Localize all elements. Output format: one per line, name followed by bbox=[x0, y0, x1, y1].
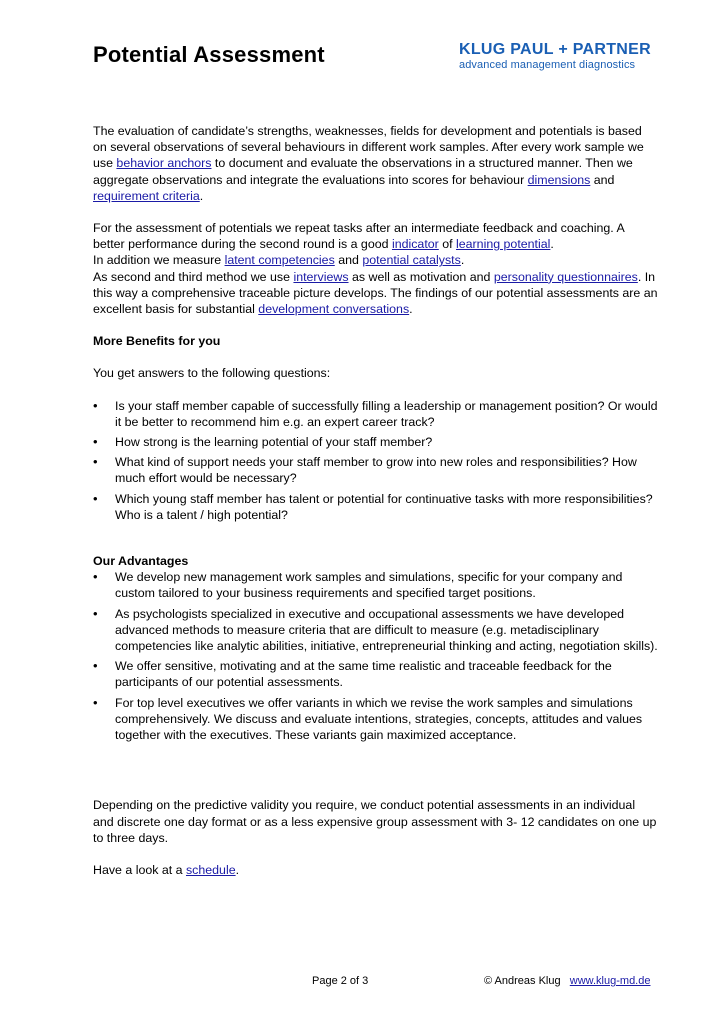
link-potential-catalysts[interactable]: potential catalysts bbox=[362, 253, 461, 268]
spacer bbox=[93, 759, 658, 797]
link-requirement-criteria[interactable]: requirement criteria bbox=[93, 188, 200, 203]
advantages-list bbox=[93, 569, 658, 743]
potentials-paragraph bbox=[93, 220, 658, 317]
schedule-paragraph bbox=[93, 862, 658, 878]
text: In addition we measure bbox=[93, 253, 225, 268]
list-item: • Is your staff member capable of successfully filling a leadership or management position? Or would it be better to recommend him e.g. an expert career track? bbox=[93, 398, 658, 430]
list-item: • How strong is the learning potential of your staff member? bbox=[93, 434, 658, 450]
advantages-heading: Our Advantages bbox=[93, 554, 189, 569]
logo-name-2: PARTNER bbox=[572, 41, 651, 58]
text: . In this way a comprehensive traceable picture develops. The findings of our potential assessments are an excellent basis for substantial bbox=[93, 269, 658, 317]
link-personality-questionnaires[interactable]: personality questionnaires bbox=[493, 269, 638, 284]
list-item: • We offer sensitive, motivating and at the same time realistic and traceable feedback for the participants of our potential assessments. bbox=[93, 658, 658, 690]
link-dimensions[interactable]: dimensions bbox=[527, 172, 591, 187]
text: to document and evaluate the observations in a structured manner. Then we aggregate observations and integrate the evaluations into scores for behaviour bbox=[93, 156, 633, 187]
page-title: Potential Assessment bbox=[93, 42, 325, 67]
benefits-heading: More Benefits for you bbox=[93, 334, 221, 349]
text: . bbox=[550, 237, 554, 252]
text: . bbox=[235, 862, 240, 877]
logo-plus: + bbox=[558, 41, 568, 58]
text: of bbox=[438, 237, 457, 252]
text: and bbox=[334, 253, 363, 268]
benefits-list bbox=[93, 398, 658, 523]
company-logo bbox=[459, 41, 659, 72]
list-item: • We develop new management work samples and simulations, specific for your company and custom tailored to your business requirements and specified target positions. bbox=[93, 569, 658, 601]
logo-tagline: advanced management diagnostics bbox=[459, 59, 636, 71]
text: . bbox=[409, 302, 413, 317]
link-latent-competencies[interactable]: latent competencies bbox=[224, 253, 335, 268]
link-behavior-anchors[interactable]: behavior anchors bbox=[116, 156, 212, 171]
logo-name-1: KLUG PAUL bbox=[459, 41, 554, 58]
logo-wordmark bbox=[459, 41, 659, 59]
text: As second and third method we use bbox=[93, 269, 294, 284]
text: . bbox=[460, 253, 465, 268]
text: . bbox=[199, 188, 204, 203]
list-item: • For top level executives we offer variants in which we revise the work samples and simulations comprehensively. We discuss and evaluate intentions, strategies, concepts, attitudes and values together with the executives. These variants gain maximized acceptance. bbox=[93, 695, 658, 744]
text: For the assessment of potentials we repeat tasks after an intermediate feedback and coaching. A better performance during the second round is a good bbox=[93, 221, 625, 252]
intro-paragraph bbox=[93, 123, 658, 204]
copyright-text: © Andreas Klug bbox=[484, 975, 561, 987]
text: The evaluation of candidate’s strengths, weaknesses, fields for development and potentials is based on several observations of several behaviours in different work samples. After every work sample we use bbox=[93, 124, 644, 171]
list-item: • Which young staff member has talent or potential for continuative tasks with more responsibilities? Who is a talent / high potential? bbox=[93, 491, 658, 523]
page-number: Page 2 of 3 bbox=[312, 975, 369, 987]
footer-copyright bbox=[484, 975, 650, 987]
link-learning-potential[interactable]: learning potential bbox=[456, 237, 551, 252]
link-indicator[interactable]: indicator bbox=[391, 237, 439, 252]
list-item: • What kind of support needs your staff member to grow into new roles and responsibilities? How much effort would be necessary? bbox=[93, 454, 658, 486]
link-interviews[interactable]: interviews bbox=[293, 269, 349, 284]
text: Have a look at a bbox=[93, 862, 186, 877]
link-development-conversations[interactable]: development conversations bbox=[258, 302, 410, 317]
link-schedule[interactable]: schedule bbox=[185, 862, 236, 877]
closing-paragraph: Depending on the predictive validity you require, we conduct potential assessments in an individual and discrete one day format or as a less expensive group assessment with 3- 12 candidates on one up to three days. bbox=[93, 798, 657, 845]
text: and bbox=[590, 172, 615, 187]
list-item: • As psychologists specialized in executive and occupational assessments we have developed advanced methods to measure criteria that are difficult to measure (e.g. metadisciplinary competencies like analytic abilities, initiative, entrepreneurial thinking and acting, negotiation skills). bbox=[93, 606, 658, 655]
text: as well as motivation and bbox=[348, 269, 494, 284]
benefits-intro: You get answers to the following questions: bbox=[93, 366, 331, 381]
link-website[interactable]: www.klug-md.de bbox=[569, 975, 651, 987]
document-body bbox=[93, 123, 658, 894]
